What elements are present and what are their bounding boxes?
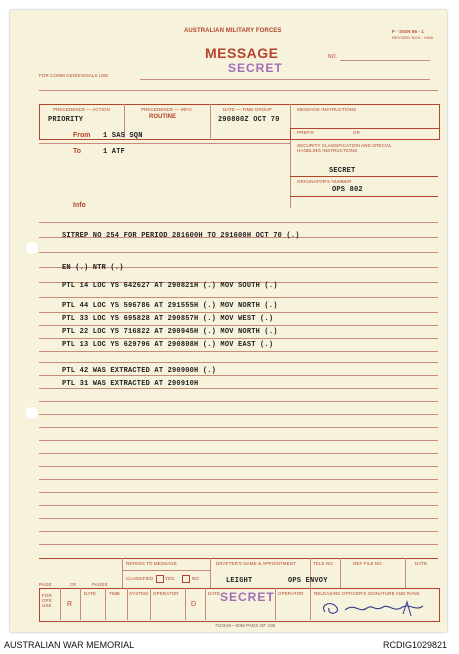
operator-column-2: OPERATOR — [278, 591, 304, 596]
body-line-sitrep: SITREP NO 254 FOR PERIOD 281600H TO 291600H OCT 70 (.) — [62, 232, 300, 240]
archive-reference: RCDIG1029821 — [383, 640, 448, 650]
from-label: From — [73, 132, 91, 139]
date-label: DATE — [415, 561, 428, 566]
precedence-info-value: ROUTINE — [149, 114, 176, 120]
originator-number-label: ORIGINATOR'S NUMBER — [297, 179, 352, 184]
drafter-value: LEIGHT — [226, 577, 253, 585]
precedence-info-label: PRECEDENCE — INFO — [141, 107, 192, 112]
to-label: To — [73, 148, 82, 155]
info-label: Info — [73, 202, 86, 209]
operator-column: OPERATOR — [153, 591, 179, 596]
drafter-label: DRAFTER'S NAME & APPOINTMENT — [216, 561, 296, 566]
releasing-officer-label: RELEASING OFFICER'S SIGNATURE AND RANK — [314, 591, 420, 596]
number-label: NO. — [328, 54, 338, 60]
form-title: MESSAGE — [205, 45, 279, 61]
form-id: F - SIGN 55 - 1 — [392, 29, 425, 34]
classified-no-label: NO — [192, 576, 199, 581]
system-column: SYSTEM — [129, 591, 149, 596]
body-line-ptl42: PTL 42 WAS EXTRACTED AT 290900H (.) — [62, 367, 217, 375]
officer-signature — [315, 598, 430, 620]
message-form-sheet — [10, 10, 447, 632]
date-column: DATE — [84, 591, 97, 596]
classified-no-checkbox[interactable] — [182, 575, 190, 583]
dispatched-label: D — [191, 601, 197, 608]
body-line-ptl31: PTL 31 WAS EXTRACTED AT 290910H — [62, 380, 199, 388]
classified-yes-checkbox[interactable] — [156, 575, 164, 583]
message-instructions-label: MESSAGE INSTRUCTIONS — [297, 107, 357, 112]
body-line-ptl14: PTL 14 LOC YS 642627 AT 290821H (.) MOV SOUTH (.) — [62, 282, 278, 290]
dtg-label: DATE — TIME GROUP — [223, 107, 272, 112]
classified-label: CLASSIFIED — [126, 576, 154, 581]
secret-stamp-top: SECRET — [228, 61, 283, 75]
dtg-value: 290800Z OCT 70 — [218, 116, 280, 124]
security-classification-value: SECRET — [329, 167, 356, 175]
org-heading: AUSTRALIAN MILITARY FORCES — [184, 28, 282, 34]
punch-hole-top — [26, 242, 38, 254]
for-ops-use-label: FOR OPS USE — [42, 593, 52, 608]
punch-hole-bottom — [26, 407, 38, 419]
time-column: TIME — [109, 591, 121, 596]
received-label: R — [67, 601, 73, 608]
secret-stamp-bottom: SECRET — [220, 590, 275, 604]
refers-to-message-label: REFERS TO MESSAGE — [126, 561, 177, 566]
body-line-ptl33: PTL 33 LOC YS 695828 AT 290857H (.) MOV WEST (.) — [62, 315, 274, 323]
print-code: 71034S—20M PADS OF 100 — [215, 623, 276, 628]
ref-file-no-label: REF FILE NO — [353, 561, 382, 566]
classified-yes-label: YES — [165, 576, 175, 581]
for-comm-label: FOR COMM CEN/SIGNALS USE — [39, 73, 109, 78]
tele-no-label: TELE NO — [313, 561, 333, 566]
body-line-enemy: EN (.) NTR (.) — [62, 264, 124, 272]
appointment-value: OPS ENVOY — [288, 577, 328, 585]
body-line-ptl44: PTL 44 LOC YS 596786 AT 291555H (.) MOV NORTH (.) — [62, 302, 278, 310]
body-line-ptl22: PTL 22 LOC YS 716822 AT 290945H (.) MOV NORTH (.) — [62, 328, 278, 336]
security-classification-label: SECURITY CLASSIFICATION AND SPECIAL HANDLING INSTRUCTIONS — [297, 143, 392, 153]
prefix-label: PREFIX — [297, 130, 314, 135]
page-label: PAGE — [39, 582, 52, 587]
to-value: 1 ATF — [103, 148, 126, 156]
archive-caption: AUSTRALIAN WAR MEMORIAL — [4, 640, 135, 650]
gr-label: GR — [353, 130, 360, 135]
originator-number-value: OPS 802 — [332, 186, 363, 194]
revised-date: REVISED NOV., 1968 — [392, 35, 434, 40]
date-column-2: DATE — [208, 591, 221, 596]
pages-label: PAGES — [92, 582, 108, 587]
body-line-ptl13: PTL 13 LOC YS 629796 AT 290808H (.) MOV EAST (.) — [62, 341, 274, 349]
precedence-action-label: PRECEDENCE — ACTION — [53, 107, 110, 112]
precedence-action-value: PRIORITY — [48, 116, 84, 124]
from-value: 1 SAS SQN — [103, 132, 143, 140]
of-label: OF — [70, 582, 77, 587]
